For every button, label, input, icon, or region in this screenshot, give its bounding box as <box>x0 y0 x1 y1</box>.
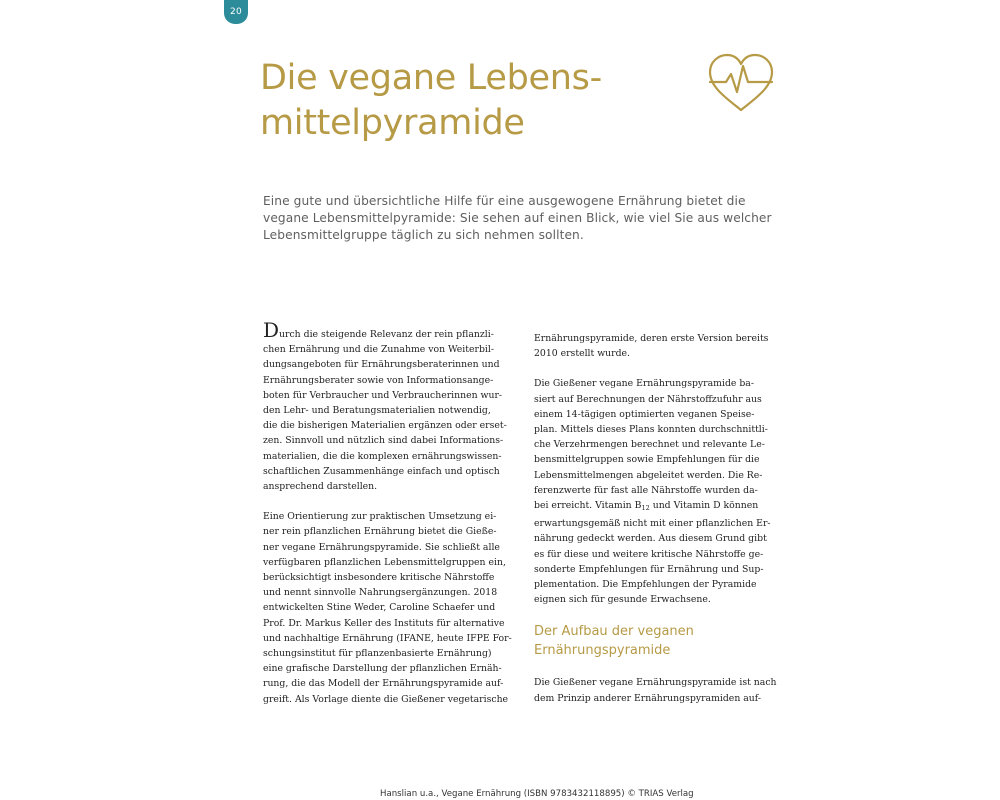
text-line: und nennt sinnvolle Nahrungsergänzungen. 2018 <box>263 587 498 599</box>
subheading-line: Ernährungspyramide <box>534 643 671 659</box>
text-line: Eine Orientierung zur praktischen Umsetzung ei- <box>263 511 497 523</box>
text-line: greift. Als Vorlage diente die Gießener vegetarische <box>263 693 509 705</box>
text-line: plementation. Die Empfehlungen der Pyramide <box>534 579 757 591</box>
text-line: dungsangeboten für Ernährungsberaterinnen und <box>263 359 500 371</box>
title-line: Die vegane Lebens- <box>260 58 602 98</box>
title-line: mittelpyramide <box>260 103 525 143</box>
text-line: einem 14-tägigen optimierten veganen Speise- <box>534 408 755 420</box>
text-line: ansprechend darstellen. <box>263 481 378 493</box>
body-paragraph <box>263 509 512 707</box>
text-line: dem Prinzip anderer Ernährungspyramiden auf- <box>534 692 762 704</box>
text-line: Die Gießener vegane Ernährungspyramide ba- <box>534 378 754 390</box>
text-line: Lebensmittelmengen abgeleitet werden. Die Re- <box>534 469 763 481</box>
lead-line: vegane Lebensmittelpyramide: Sie sehen auf einen Blick, wie viel Sie aus welcher <box>263 211 772 225</box>
body-paragraph <box>263 318 508 494</box>
text-line: den Lehr- und Beratungsmaterialien notwendig, <box>263 405 491 417</box>
text-line: eine grafische Darstellung der pflanzlichen Ernäh- <box>263 663 502 675</box>
vitamin-line-end: und Vitamin D können <box>649 500 759 512</box>
subheading-line: Der Aufbau der veganen <box>534 624 694 640</box>
lead-line: Eine gute und übersichtliche Hilfe für eine ausgewogene Ernährung bietet die <box>263 194 746 208</box>
text-line: ferenzwerte für fast alle Nährstoffe wurden da- <box>534 484 758 496</box>
text-line: chen Ernährung und die Zunahme von Weiterbil- <box>263 344 495 356</box>
text-line: bensmittelgruppen sowie Empfehlungen für die <box>534 454 760 466</box>
drop-cap: D <box>263 318 280 342</box>
text-line: schaftlichen Zusammenhänge einfach und optisch <box>263 465 500 477</box>
right-text-column <box>534 331 779 706</box>
text-line: ner rein pflanzlichen Ernährung bietet die Gieße- <box>263 526 497 538</box>
lead-paragraph <box>263 193 783 244</box>
text-line: materialien, die die komplexen ernährungswissen- <box>263 450 502 462</box>
text-line: verfügbaren pflanzlichen Lebensmittelgruppen ein, <box>263 556 506 568</box>
body-paragraph <box>534 376 779 607</box>
text-line: boten für Verbraucher und Verbraucherinnen wur- <box>263 389 503 401</box>
text-line: berücksichtigt insbesondere kritische Nährstoffe <box>263 572 495 584</box>
vitamin-line-start: bei erreicht. Vitamin B <box>534 500 642 512</box>
text-line: erwartungsgemäß nicht mit einer pflanzlichen Er- <box>534 518 771 530</box>
heart-pulse-icon <box>706 52 776 114</box>
first-line <box>263 318 508 342</box>
text-line: die die bisherigen Materialien ergänzen oder erset- <box>263 420 507 432</box>
text-line: plan. Mittels dieses Plans konnten durchschnittli- <box>534 424 768 436</box>
text-line: Prof. Dr. Markus Keller des Instituts für alternative <box>263 617 505 629</box>
page-footer: Hanslian u.a., Vegane Ernährung (ISBN 9783432118895) © TRIAS Verlag <box>380 789 694 799</box>
body-paragraph <box>534 675 779 705</box>
text-line: siert auf Berechnungen der Nährstoffzufuhr aus <box>534 393 762 405</box>
vitamin-line <box>534 498 779 516</box>
text-line: 2010 erstellt wurde. <box>534 348 631 360</box>
text-line: Die Gießener vegane Ernährungspyramide ist nach <box>534 677 777 689</box>
text-line: ner vegane Ernährungspyramide. Sie schließt alle <box>263 541 500 553</box>
left-text-column <box>263 318 512 707</box>
text-line: entwickelten Stine Weder, Caroline Schaefer und <box>263 602 496 614</box>
page-number-badge: 20 <box>224 0 248 24</box>
text-line: es für diese und weitere kritische Nährstoffe ge- <box>534 548 764 560</box>
text-line: Ernährungspyramide, deren erste Version bereits <box>534 333 769 344</box>
first-line-text: urch die steigende Relevanz der rein pflanzli- <box>279 329 494 340</box>
lead-line: Lebensmittelgruppe täglich zu sich nehmen sollten. <box>263 228 584 242</box>
text-line: sonderte Empfehlungen für Ernährung und Sup- <box>534 563 764 575</box>
text-line: schungsinstitut für pflanzenbasierte Ernährung) <box>263 648 492 660</box>
text-line: nährung gedeckt werden. Aus diesem Grund gibt <box>534 533 767 545</box>
text-line: rung, die das Modell der Ernährungspyramide auf- <box>263 678 504 690</box>
vitamin-subscript: 12 <box>641 504 650 513</box>
text-line: che Verzehrmengen berechnet und relevante Le- <box>534 439 765 451</box>
page-title <box>260 56 680 146</box>
text-line: und nachhaltige Ernährung (IFANE, heute IFPE For- <box>263 632 512 644</box>
section-subheading <box>534 622 779 660</box>
text-line: zen. Sinnvoll und nützlich sind dabei Informations- <box>263 435 504 447</box>
text-line: eignen sich für gesunde Erwachsene. <box>534 594 711 606</box>
body-paragraph <box>534 331 779 361</box>
text-line: Ernährungsberater sowie von Informationsange- <box>263 374 494 386</box>
